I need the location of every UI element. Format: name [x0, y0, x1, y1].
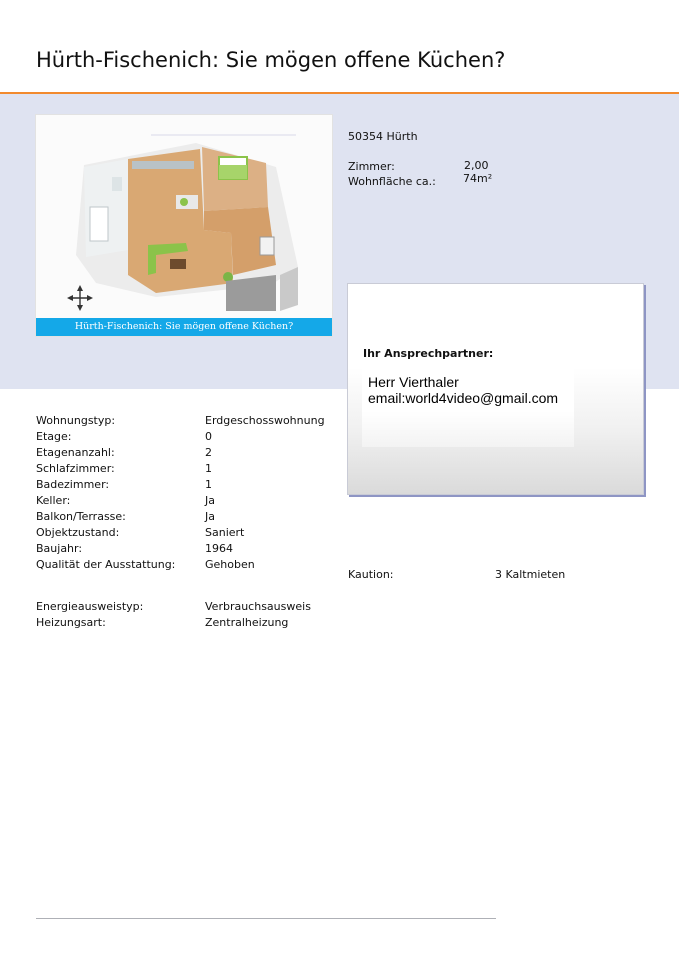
rooms-label: Zimmer: — [348, 160, 395, 173]
property-row — [36, 510, 336, 526]
property-row — [36, 526, 336, 542]
energy-label: Heizungsart: — [36, 616, 106, 629]
deposit-label: Kaution: — [348, 568, 394, 581]
property-label: Keller: — [36, 494, 71, 507]
property-label: Wohnungstyp: — [36, 414, 116, 427]
property-label: Baujahr: — [36, 542, 83, 555]
energy-value: Verbrauchsausweis — [205, 600, 311, 613]
property-value: Gehoben — [205, 558, 255, 571]
property-row — [36, 446, 336, 462]
contact-box — [347, 283, 644, 495]
footer-divider — [36, 918, 496, 919]
property-row — [36, 478, 336, 494]
area-label: Wohnfläche ca.: — [348, 175, 436, 188]
energy-row — [36, 600, 336, 616]
floorplan-caption: Hürth-Fischenich: Sie mögen offene Küchen? — [36, 318, 332, 336]
property-row — [36, 494, 336, 510]
property-value: Ja — [205, 510, 215, 523]
property-row — [36, 462, 336, 478]
contact-heading: Ihr Ansprechpartner: — [363, 347, 494, 360]
floorplan-image[interactable] — [36, 115, 332, 336]
property-label: Schlafzimmer: — [36, 462, 115, 475]
property-label: Badezimmer: — [36, 478, 110, 491]
property-value: 2 — [205, 446, 212, 459]
property-label: Balkon/Terrasse: — [36, 510, 126, 523]
floorplan-drawing — [36, 115, 332, 336]
property-label: Etagenanzahl: — [36, 446, 115, 459]
property-value: 1 — [205, 478, 212, 491]
page-title: Hürth-Fischenich: Sie mögen offene Küchen? — [36, 48, 506, 72]
property-row — [36, 558, 336, 574]
property-value: 1964 — [205, 542, 233, 555]
property-value: 1 — [205, 462, 212, 475]
energy-row — [36, 616, 336, 632]
rooms-value: 2,00 — [464, 159, 489, 172]
property-row — [36, 414, 336, 430]
property-value: Saniert — [205, 526, 245, 539]
property-value: Ja — [205, 494, 215, 507]
property-row — [36, 542, 336, 558]
contact-email[interactable]: email:world4video@gmail.com — [368, 390, 559, 406]
property-label: Qualität der Ausstattung: — [36, 558, 176, 571]
property-value: Erdgeschosswohnung — [205, 414, 325, 427]
contact-card — [362, 368, 574, 447]
contact-name: Herr Vierthaler — [368, 374, 459, 390]
area-value: 74m² — [463, 172, 493, 185]
energy-value: Zentralheizung — [205, 616, 289, 629]
property-value: 0 — [205, 430, 212, 443]
energy-label: Energieausweistyp: — [36, 600, 144, 613]
location-text: 50354 Hürth — [348, 130, 418, 143]
property-row — [36, 430, 336, 446]
property-label: Objektzustand: — [36, 526, 120, 539]
property-label: Etage: — [36, 430, 72, 443]
deposit-value: 3 Kaltmieten — [495, 568, 566, 581]
